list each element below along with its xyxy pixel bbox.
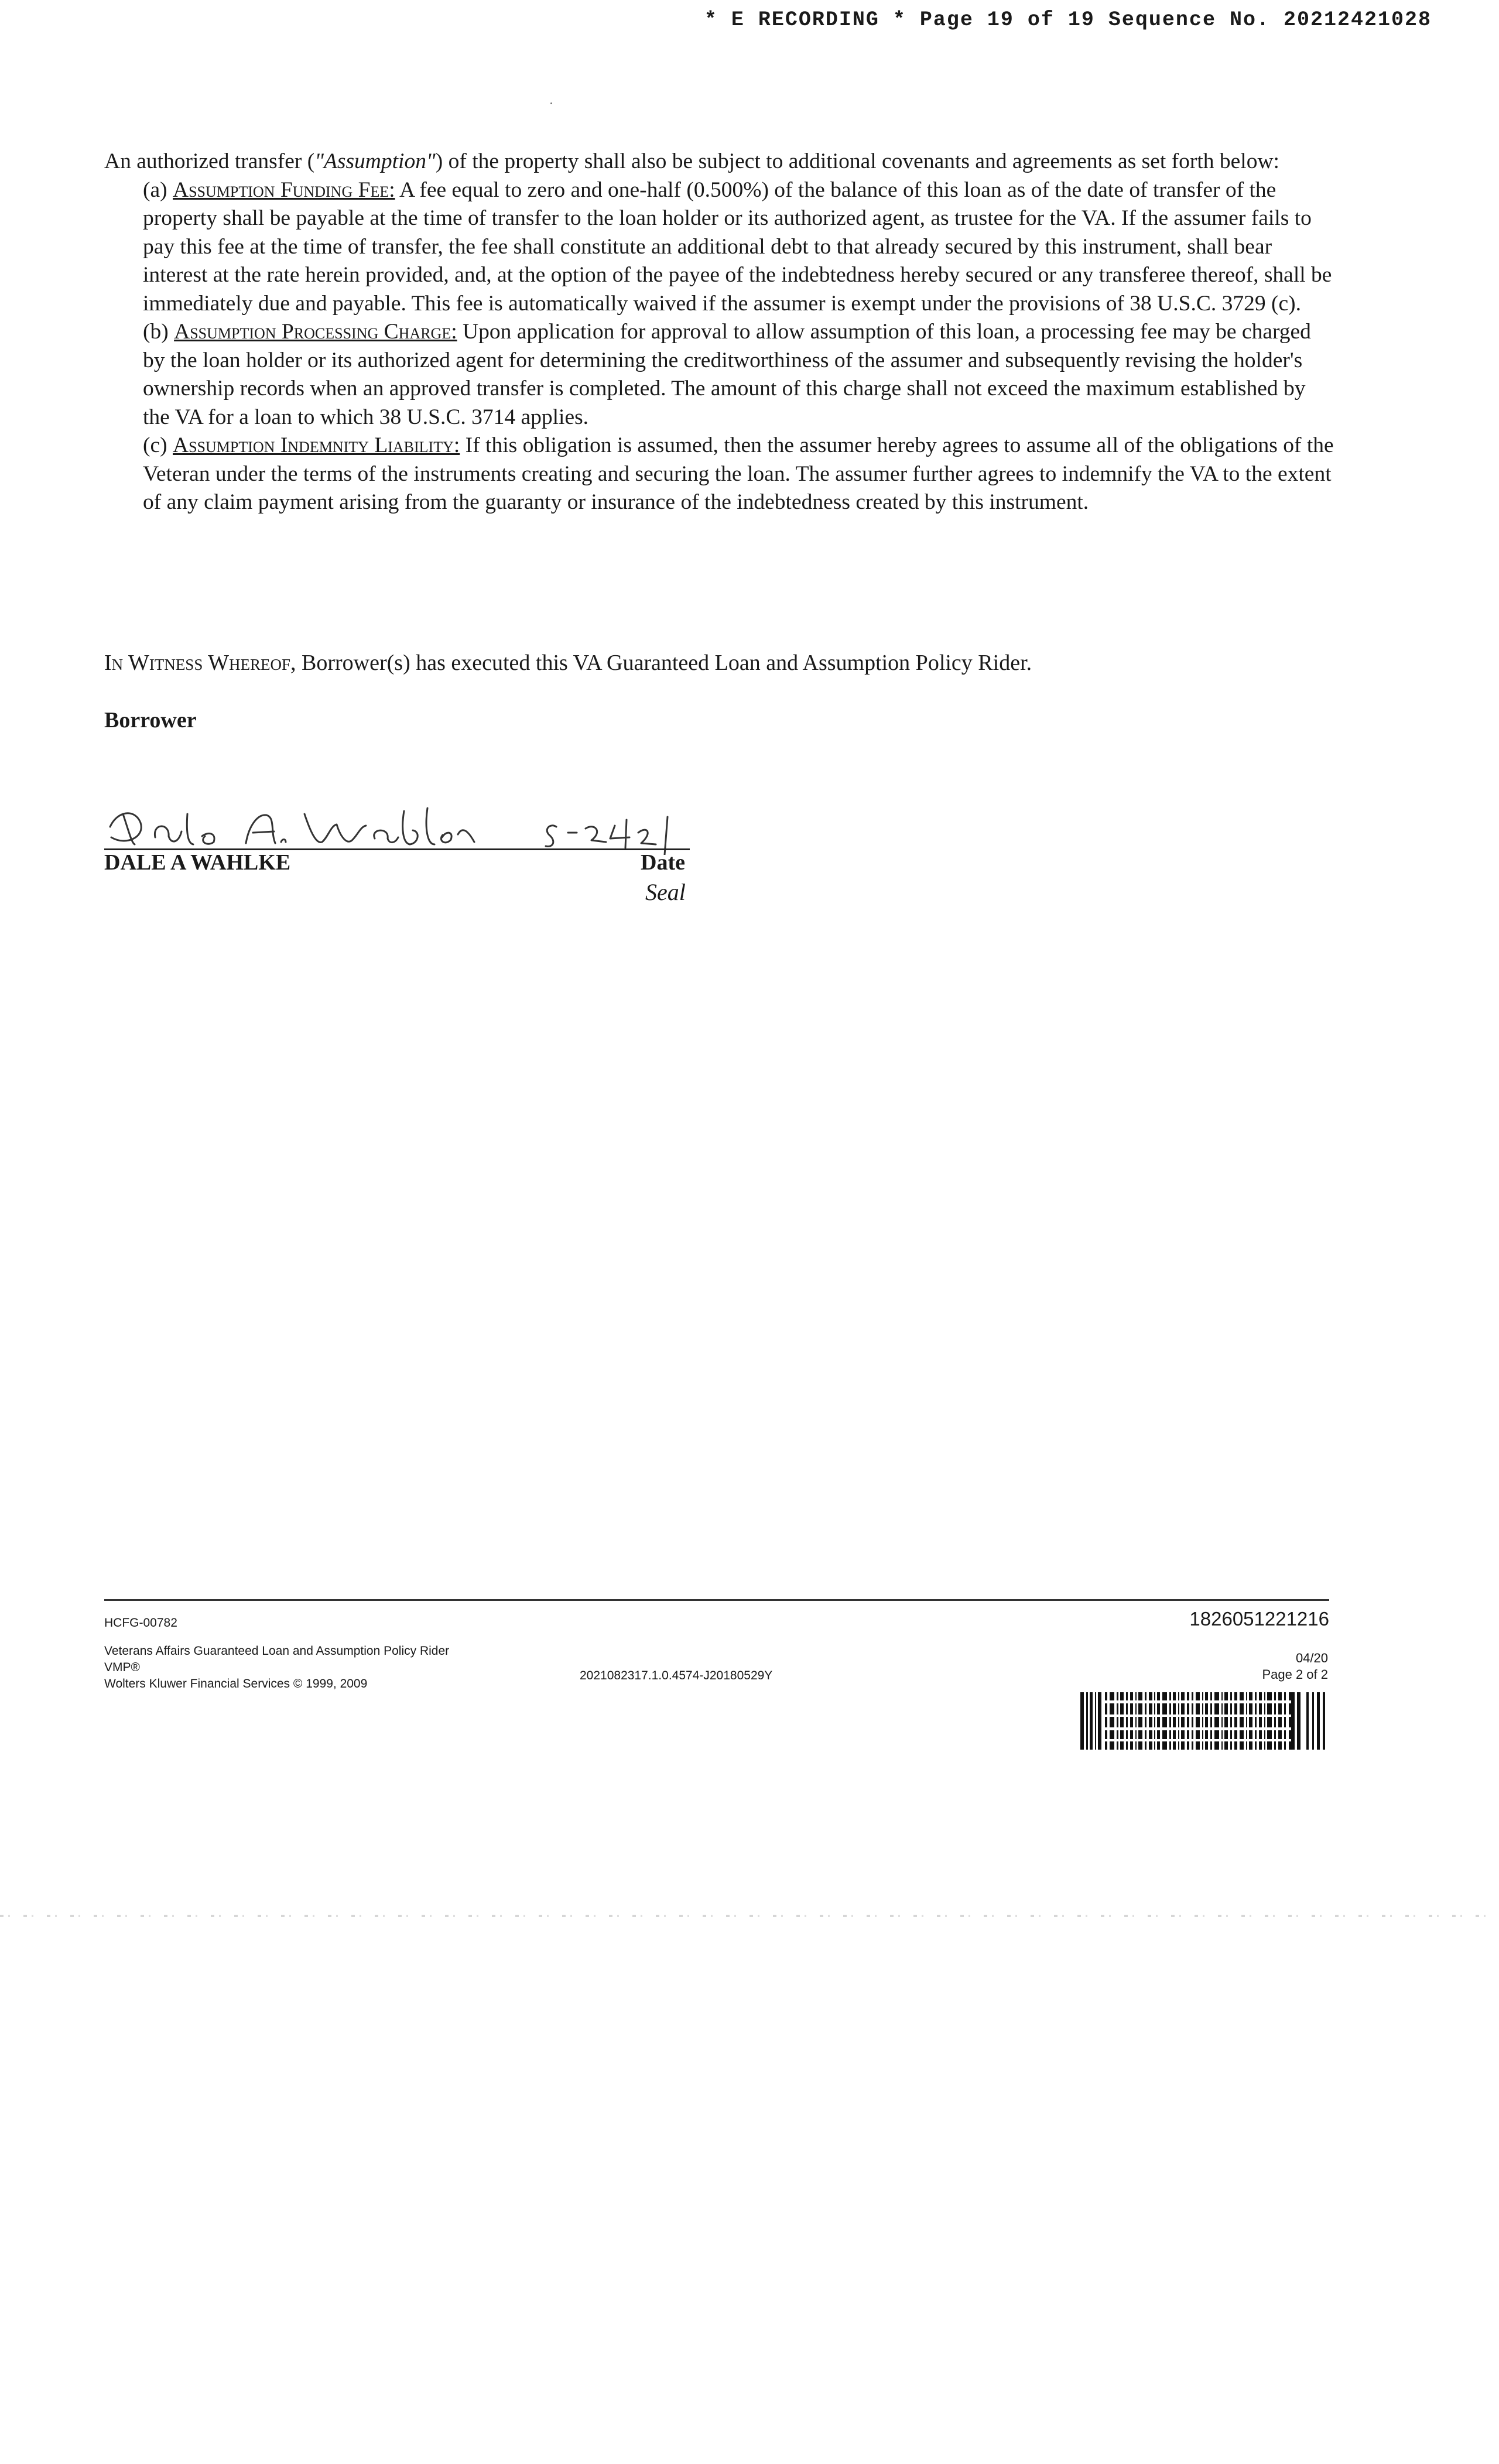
item-heading: Assumption Indemnity Liability: xyxy=(173,433,460,457)
item-prefix: (c) xyxy=(143,433,173,457)
item-processing-charge xyxy=(104,318,1334,432)
revision-date: 04/20 xyxy=(1295,1651,1328,1665)
item-funding-fee xyxy=(104,176,1334,319)
handwritten-signature xyxy=(100,790,714,855)
form-code: HCFG-00782 xyxy=(104,1616,177,1630)
item-text: A fee equal to zero and one-half (0.500%) of the balance of this loan as of the date of transfer of the property shall be payable at the time of transfer to the loan holder or its authorized agent, as trustee for the VA. If the assumer fails to pay this fee at the time of transfer, the fee shall constitute an additional debt to that already secured by this instrument, shall bear interest at the rate herein provided, and, at the option of the payee of the indebtedness hereby secured or any transferee thereof, shall be immediately due and payable. This fee is automatically waived if the assumer is exempt under the provisions of 38 U.S.C. 3729 (c). xyxy=(143,177,1332,316)
witness-heading: In Witness Whereof xyxy=(104,651,291,675)
witness-clause xyxy=(104,650,1032,676)
footer-rule xyxy=(104,1599,1329,1601)
item-text: Upon application for approval to allow assumption of this loan, a processing fee may be charged by the loan holder or its authorized agent for determining the creditworthiness of the assumer and subsequently revising the holder's ownership records when an approved transfer is completed. The amount of this charge shall not exceed the maximum established by the VA for a loan to which 38 U.S.C. 3714 applies. xyxy=(143,320,1311,429)
item-heading: Assumption Processing Charge: xyxy=(174,320,457,344)
intro-text-b: ) of the property shall also be subject to additional covenants and agreements as set forth below: xyxy=(435,149,1279,173)
page-indicator: Page 2 of 2 xyxy=(1262,1667,1328,1682)
recording-header: * E RECORDING * Page 19 of 19 Sequence No. 20212421028 xyxy=(704,8,1432,32)
scan-speck xyxy=(550,102,552,104)
date-label: Date xyxy=(641,850,685,875)
loan-number: 1826051221216 xyxy=(1189,1608,1329,1630)
revision-info xyxy=(1262,1650,1328,1683)
witness-text: , Borrower(s) has executed this VA Guaranteed Loan and Assumption Policy Rider. xyxy=(290,651,1032,675)
intro-text-a: An authorized transfer ( xyxy=(104,149,315,173)
scan-artifact-line xyxy=(0,1915,1499,1917)
barcode-icon xyxy=(1080,1692,1326,1750)
seal-label: Seal xyxy=(645,879,686,905)
item-prefix: (b) xyxy=(143,320,174,344)
intro-paragraph xyxy=(104,148,1334,176)
assumption-term: "Assumption" xyxy=(314,149,436,173)
vmp-mark: VMP® xyxy=(104,1661,140,1674)
item-prefix: (a) xyxy=(143,177,173,202)
form-title: Veterans Affairs Guaranteed Loan and Assumption Policy Rider xyxy=(104,1644,450,1658)
item-indemnity-liability xyxy=(104,432,1334,517)
publisher-line: Wolters Kluwer Financial Services © 1999, 2009 xyxy=(104,1677,368,1690)
item-heading: Assumption Funding Fee: xyxy=(173,177,395,202)
document-code: 2021082317.1.0.4574-J20180529Y xyxy=(580,1669,773,1682)
form-info xyxy=(104,1615,449,1692)
rider-body xyxy=(104,148,1334,517)
borrower-heading: Borrower xyxy=(104,708,197,733)
signer-name: DALE A WAHLKE xyxy=(104,850,291,875)
item-text: If this obligation is assumed, then the assumer hereby agrees to assume all of the obligations of the Veteran under the terms of the instruments creating and securing the loan. The assumer further agrees to indemnify the VA to the extent of any claim payment arising from the guaranty or insurance of the indebtedness created by this instrument. xyxy=(143,433,1334,514)
